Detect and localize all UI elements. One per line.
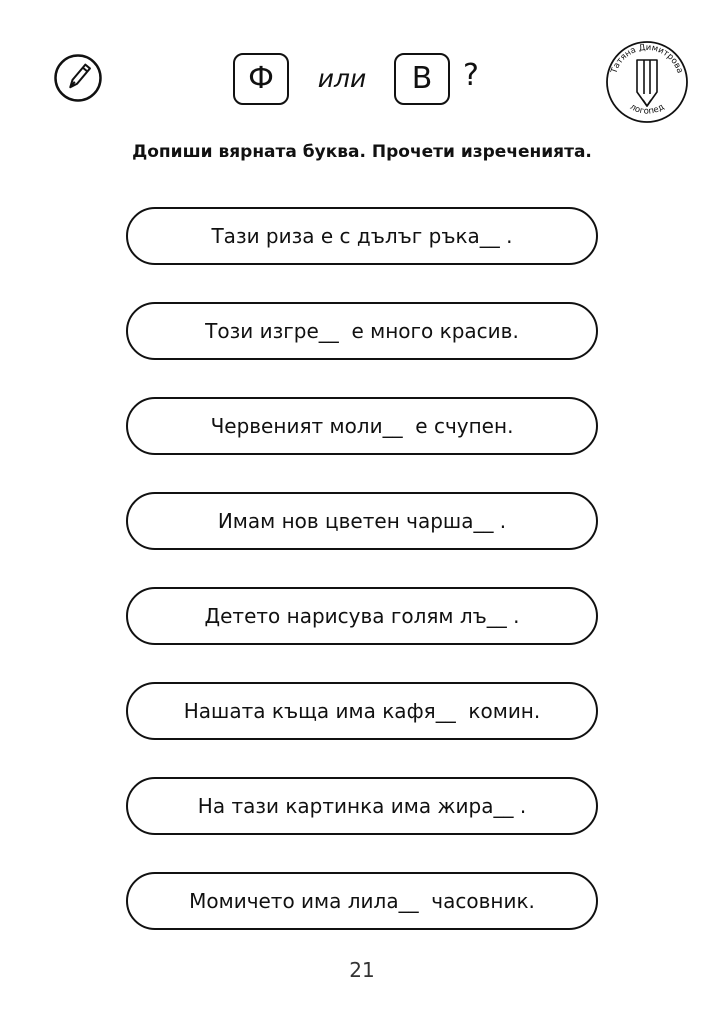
letter-box-f bbox=[233, 53, 289, 105]
pen-icon bbox=[53, 53, 103, 103]
sentence-item: Момичето има лила__ часовник. bbox=[126, 872, 598, 930]
question-mark: ? bbox=[463, 58, 479, 93]
sentence-item: Тази риза е с дълъг ръка__ . bbox=[126, 207, 598, 265]
letter-f: Ф bbox=[248, 61, 274, 96]
connector-word: или bbox=[317, 64, 367, 93]
letter-box-v bbox=[394, 53, 450, 105]
sentence-list bbox=[126, 207, 598, 967]
sentence-item: Имам нов цветен чарша__ . bbox=[126, 492, 598, 550]
svg-text:Татяна Димитрова: Татяна Димитрова bbox=[609, 42, 685, 75]
instruction-heading: Допиши вярната буква. Прочети изреченията. bbox=[132, 142, 592, 162]
sentence-item: Този изгре__ е много красив. bbox=[126, 302, 598, 360]
sentence-item: Детето нарисува голям лъ__ . bbox=[126, 587, 598, 645]
sentence-item: Червеният моли__ е счупен. bbox=[126, 397, 598, 455]
sentence-item: Нашата къща има кафя__ комин. bbox=[126, 682, 598, 740]
pencil-logo-icon bbox=[605, 40, 689, 124]
page-number: 21 bbox=[349, 958, 375, 982]
sentence-item: На тази картинка има жира__ . bbox=[126, 777, 598, 835]
letter-v: В bbox=[411, 61, 433, 96]
svg-text:логопед: логопед bbox=[627, 102, 667, 117]
